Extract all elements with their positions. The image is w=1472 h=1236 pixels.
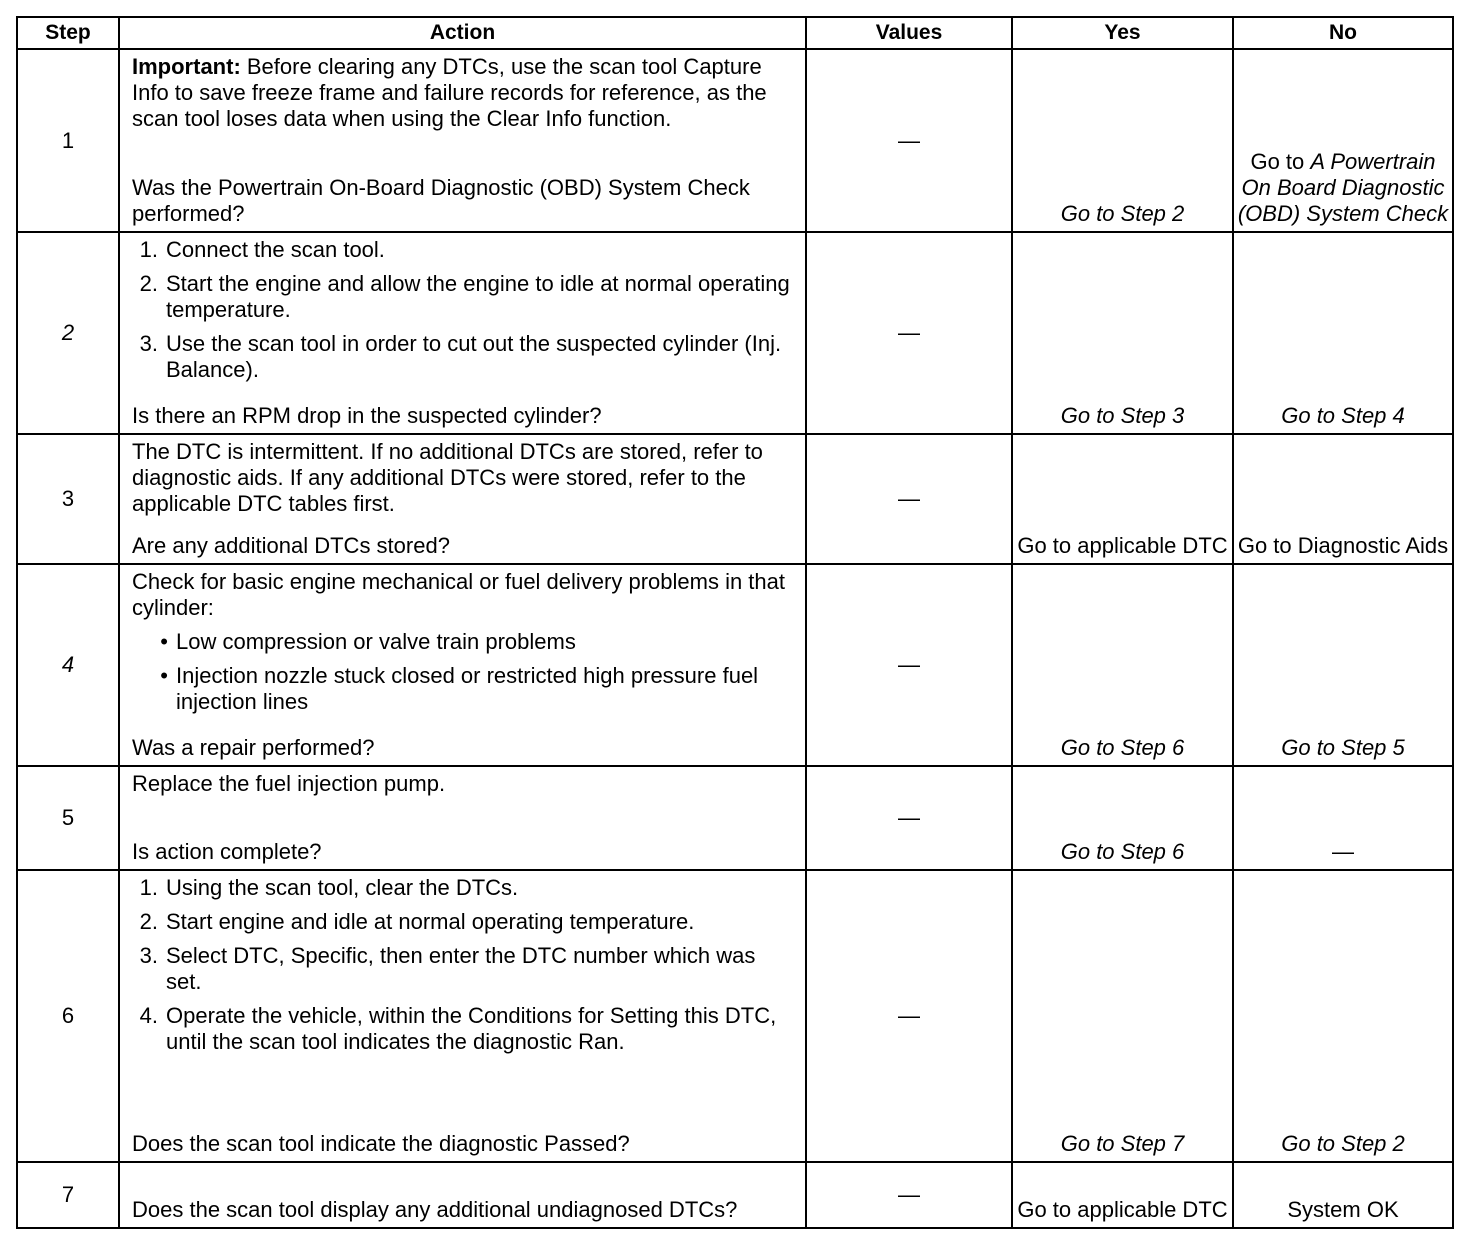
action-paragraph <box>132 439 795 517</box>
result-text: System OK <box>1287 1197 1399 1222</box>
action-cell <box>119 232 806 434</box>
values-cell: — <box>806 49 1012 232</box>
no-cell <box>1233 766 1453 870</box>
no-cell <box>1233 870 1453 1162</box>
result-text: Go to <box>1250 149 1311 174</box>
table-row <box>17 434 1453 564</box>
yes-cell <box>1012 766 1233 870</box>
no-cell <box>1233 1162 1453 1228</box>
result-text: Go to Step 2 <box>1281 1131 1405 1156</box>
action-cell <box>119 1162 806 1228</box>
no-result <box>1332 839 1354 864</box>
bullet-marker: • <box>160 663 168 688</box>
list-item-text: Use the scan tool in order to cut out the suspected cylinder (Inj. Balance). <box>166 331 782 382</box>
yes-result <box>1061 403 1185 428</box>
no-cell <box>1233 232 1453 434</box>
list-item-text: Using the scan tool, clear the DTCs. <box>166 875 519 900</box>
action-body <box>132 439 795 525</box>
header-row <box>17 17 1453 49</box>
header-no: No <box>1233 17 1453 49</box>
action-content <box>120 50 805 231</box>
action-paragraph <box>132 54 795 132</box>
step-number-marker: 2. <box>139 271 158 296</box>
action-content <box>120 871 805 1161</box>
result-text: Go to applicable DTC <box>1017 1197 1228 1222</box>
action-list-item <box>132 943 795 995</box>
yes-result <box>1061 1131 1185 1156</box>
no-cell <box>1233 434 1453 564</box>
yes-cell <box>1012 564 1233 766</box>
action-cell <box>119 870 806 1162</box>
step-number-marker: 4. <box>139 1003 158 1028</box>
result-text: — <box>1332 839 1354 864</box>
action-question: Does the scan tool display any additional undiagnosed DTCs? <box>132 1197 738 1222</box>
header-action: Action <box>119 17 806 49</box>
action-list-item <box>132 875 795 901</box>
yes-cell <box>1012 232 1233 434</box>
step-cell: 7 <box>17 1162 119 1228</box>
list-item-text: Start the engine and allow the engine to idle at normal operating temperature. <box>166 271 790 322</box>
step-number-marker: 2. <box>139 909 158 934</box>
action-list <box>132 875 795 1055</box>
action-content <box>120 1163 805 1227</box>
action-question: Was the Powertrain On-Board Diagnostic (OBD) System Check performed? <box>132 175 750 226</box>
list-item-text: Injection nozzle stuck closed or restricted high pressure fuel injection lines <box>176 663 759 714</box>
action-list-item <box>132 271 795 323</box>
values-cell: — <box>806 232 1012 434</box>
table-row <box>17 49 1453 232</box>
no-result <box>1281 735 1405 760</box>
step-cell: 3 <box>17 434 119 564</box>
yes-result <box>1017 533 1227 558</box>
table-body <box>17 49 1453 1228</box>
action-cell <box>119 766 806 870</box>
yes-cell <box>1012 870 1233 1162</box>
result-text: Go to Step 6 <box>1060 839 1185 864</box>
action-content <box>120 435 805 563</box>
result-text: Go to Step 4 <box>1281 403 1405 428</box>
action-list <box>132 629 795 715</box>
action-question: Is action complete? <box>132 839 322 864</box>
step-cell: 4 <box>17 564 119 766</box>
no-result <box>1281 1131 1405 1156</box>
action-list-item <box>132 663 795 715</box>
action-list-item <box>132 1003 795 1055</box>
action-list-item <box>132 909 795 935</box>
list-item-text: Start engine and idle at normal operating temperature. <box>166 909 695 934</box>
action-content <box>120 565 805 765</box>
table-row <box>17 564 1453 766</box>
action-text: Replace the fuel injection pump. <box>132 771 446 796</box>
yes-cell <box>1012 1162 1233 1228</box>
step-number-marker: 1. <box>139 875 158 900</box>
result-text: Go to applicable DTC <box>1017 533 1228 558</box>
step-cell: 2 <box>17 232 119 434</box>
action-question: Does the scan tool indicate the diagnostic Passed? <box>132 1131 630 1156</box>
action-body <box>132 54 795 140</box>
values-cell: — <box>806 870 1012 1162</box>
action-body <box>132 875 795 1063</box>
list-item-text: Connect the scan tool. <box>166 237 385 262</box>
action-list-item <box>132 629 795 655</box>
result-text: Go to Diagnostic Aids <box>1237 533 1449 558</box>
values-cell: — <box>806 766 1012 870</box>
action-cell <box>119 564 806 766</box>
header-step: Step <box>17 17 119 49</box>
result-text: Go to Step 3 <box>1060 403 1185 428</box>
step-number-marker: 3. <box>139 943 158 968</box>
action-body <box>132 771 795 805</box>
action-text: The DTC is intermittent. If no additional DTCs are stored, refer to diagnostic aids. If any additional DTCs were stored, refer to the applicable DTC tables first. <box>132 439 763 516</box>
action-text: Before clearing any DTCs, use the scan tool Capture Info to save freeze frame and failure records for reference, as the scan tool loses data when using the Clear Info function. <box>132 54 767 131</box>
result-text: A Powertrain On Board Diagnostic (OBD) System Check <box>1237 149 1449 226</box>
no-cell <box>1233 564 1453 766</box>
table-row <box>17 232 1453 434</box>
action-cell <box>119 434 806 564</box>
important-label: Important: <box>132 54 241 79</box>
no-cell <box>1233 49 1453 232</box>
action-question: Is there an RPM drop in the suspected cylinder? <box>132 403 602 428</box>
step-number-marker: 3. <box>139 331 158 356</box>
action-cell <box>119 49 806 232</box>
table-row <box>17 1162 1453 1228</box>
list-item-text: Low compression or valve train problems <box>176 629 576 654</box>
diagnostic-table <box>16 16 1454 1229</box>
action-content <box>120 233 805 433</box>
table-row <box>17 870 1453 1162</box>
list-item-text: Select DTC, Specific, then enter the DTC number which was set. <box>166 943 756 994</box>
values-cell: — <box>806 1162 1012 1228</box>
action-question: Are any additional DTCs stored? <box>132 533 450 558</box>
action-list-item <box>132 331 795 383</box>
action-text: Check for basic engine mechanical or fuel delivery problems in that cylinder: <box>132 569 785 620</box>
step-cell: 5 <box>17 766 119 870</box>
result-text: Go to Step 6 <box>1060 735 1185 760</box>
step-cell: 6 <box>17 870 119 1162</box>
values-cell: — <box>806 434 1012 564</box>
values-cell: — <box>806 564 1012 766</box>
no-result <box>1287 1197 1398 1222</box>
result-text: Go to Step 7 <box>1060 1131 1185 1156</box>
list-item-text: Operate the vehicle, within the Conditions for Setting this DTC, until the scan tool indicates the diagnostic Ran. <box>166 1003 777 1054</box>
step-cell: 1 <box>17 49 119 232</box>
yes-cell <box>1012 434 1233 564</box>
action-body <box>132 569 795 723</box>
no-result <box>1238 149 1448 226</box>
action-paragraph <box>132 771 795 797</box>
yes-result <box>1061 201 1185 226</box>
no-result <box>1281 403 1405 428</box>
action-body <box>132 237 795 391</box>
no-result <box>1238 533 1448 558</box>
bullet-marker: • <box>160 629 168 654</box>
header-values: Values <box>806 17 1012 49</box>
header-yes: Yes <box>1012 17 1233 49</box>
yes-result <box>1061 839 1185 864</box>
yes-result <box>1061 735 1185 760</box>
result-text: Go to Step 2 <box>1060 201 1185 226</box>
result-text: Go to Step 5 <box>1281 735 1405 760</box>
action-paragraph <box>132 569 795 621</box>
action-question: Was a repair performed? <box>132 735 375 760</box>
table-row <box>17 766 1453 870</box>
action-list <box>132 237 795 383</box>
yes-cell <box>1012 49 1233 232</box>
action-content <box>120 767 805 869</box>
action-list-item <box>132 237 795 263</box>
step-number-marker: 1. <box>139 237 158 262</box>
yes-result <box>1017 1197 1227 1222</box>
